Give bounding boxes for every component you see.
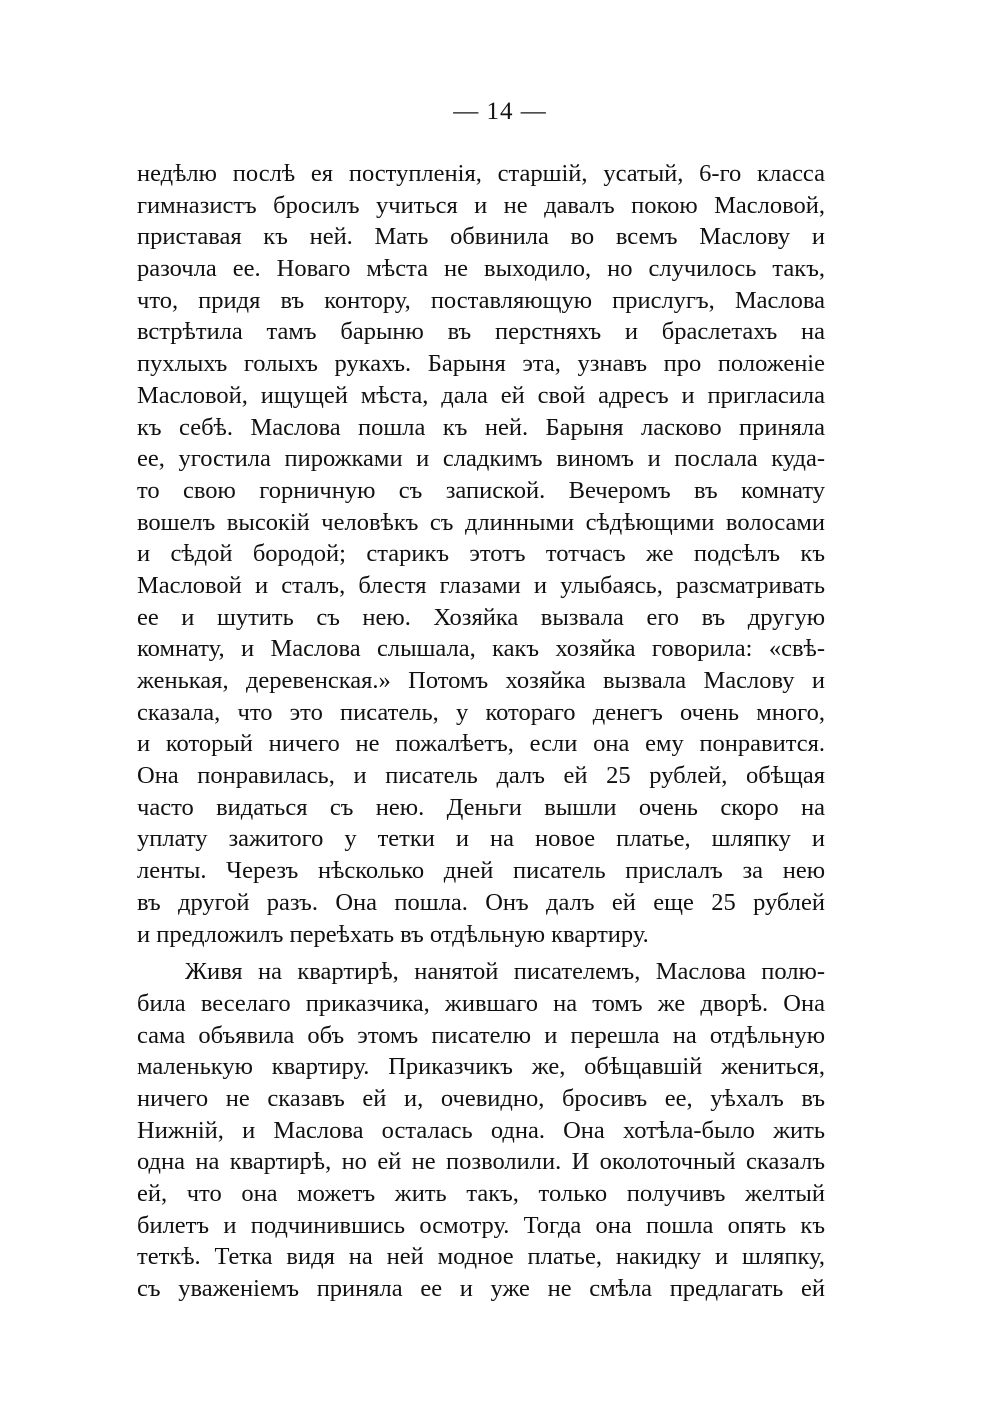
text-line: пухлыхъ голыхъ рукахъ. Барыня эта, узнавъ про положеніе — [137, 350, 825, 378]
text-line: женькая, деревенская.» Потомъ хозяйка вызвала Маслову и — [137, 667, 825, 694]
text-line: то свою горничную съ запиской. Вечеромъ въ комнату — [137, 476, 825, 504]
text-line: ее, угостила пирожками и сладкимъ виномъ и послала куда- — [137, 445, 825, 473]
text-line: Живя на квартирѣ, нанятой писателемъ, Маслова полю- — [185, 958, 825, 986]
text-line: разочла ее. Новаго мѣста не выходило, но случилось такъ, — [137, 255, 825, 283]
page-body — [137, 158, 825, 1305]
paragraph-2 — [137, 956, 825, 1305]
text-line: приставая къ ней. Мать обвинила во всемъ Маслову и — [137, 223, 825, 251]
text-line: часто видаться съ нею. Деньги вышли очень скоро на — [137, 793, 825, 821]
text-line: маленькую квартиру. Приказчикъ же, обѣщавшій жениться, — [137, 1053, 825, 1081]
text-line: одна на квартирѣ, но ей не позволили. И околоточный сказалъ — [137, 1148, 825, 1176]
text-line: что, придя въ контору, поставляющую прислугъ, Маслова — [137, 286, 825, 314]
text-line: въ другой разъ. Она пошла. Онъ далъ ей еще 25 рублей — [137, 888, 825, 916]
text-line: комнату, и Маслова слышала, какъ хозяйка говорила: «свѣ- — [137, 635, 825, 663]
text-line: и который ничего не пожалѣетъ, если она ему понравится. — [137, 730, 825, 758]
text-line: била веселаго приказчика, жившаго на томъ же дворѣ. Она — [137, 989, 825, 1017]
text-line: ей, что она можетъ жить такъ, только получивъ желтый — [137, 1180, 825, 1207]
text-line: недѣлю послѣ ея поступленія, старшій, усатый, 6-го класса — [137, 160, 825, 187]
text-line: Масловой, ищущей мѣста, дала ей свой адресъ и пригласила — [137, 381, 825, 409]
text-line: сама объявила объ этомъ писателю и перешла на отдѣльную — [137, 1021, 825, 1049]
text-line: гимназистъ бросилъ учиться и не давалъ покою Масловой, — [137, 191, 825, 219]
text-line: уплату зажитого у тетки и на новое платье, шляпку и — [137, 825, 825, 853]
text-line: Нижній, и Маслова осталась одна. Она хотѣла-было жить — [137, 1116, 825, 1144]
text-line: встрѣтила тамъ барыню въ перстняхъ и браслетахъ на — [137, 318, 825, 346]
text-line: съ уваженіемъ приняла ее и уже не смѣла предлагать ей — [137, 1275, 825, 1303]
paragraph-1 — [137, 158, 825, 950]
text-line: къ себѣ. Маслова пошла къ ней. Барыня ласково приняла — [137, 413, 825, 441]
text-line: Масловой и сталъ, блестя глазами и улыбаясь, разсматривать — [137, 571, 825, 599]
text-line: и предложилъ переѣхать въ отдѣльную квартиру. — [137, 920, 649, 948]
text-line: Она понравилась, и писатель далъ ей 25 рублей, обѣщая — [137, 762, 825, 790]
page-number: — 14 — — [453, 98, 547, 125]
text-line: ее и шутить съ нею. Хозяйка вызвала его въ другую — [137, 603, 825, 631]
text-line: теткѣ. Тетка видя на ней модное платье, накидку и шляпку, — [137, 1243, 825, 1271]
text-line: ничего не сказавъ ей и, очевидно, бросивъ ее, уѣхалъ въ — [137, 1084, 825, 1112]
text-line: и сѣдой бородой; старикъ этотъ тотчасъ же подсѣлъ къ — [137, 540, 825, 568]
text-line: сказала, что это писатель, у котораго денегъ очень много, — [137, 698, 825, 726]
text-line: билетъ и подчинившись осмотру. Тогда она пошла опять къ — [137, 1211, 825, 1239]
text-line: вошелъ высокій человѣкъ съ длинными сѣдѣющими волосами — [137, 508, 825, 536]
text-line: ленты. Черезъ нѣсколько дней писатель прислалъ за нею — [137, 857, 825, 885]
